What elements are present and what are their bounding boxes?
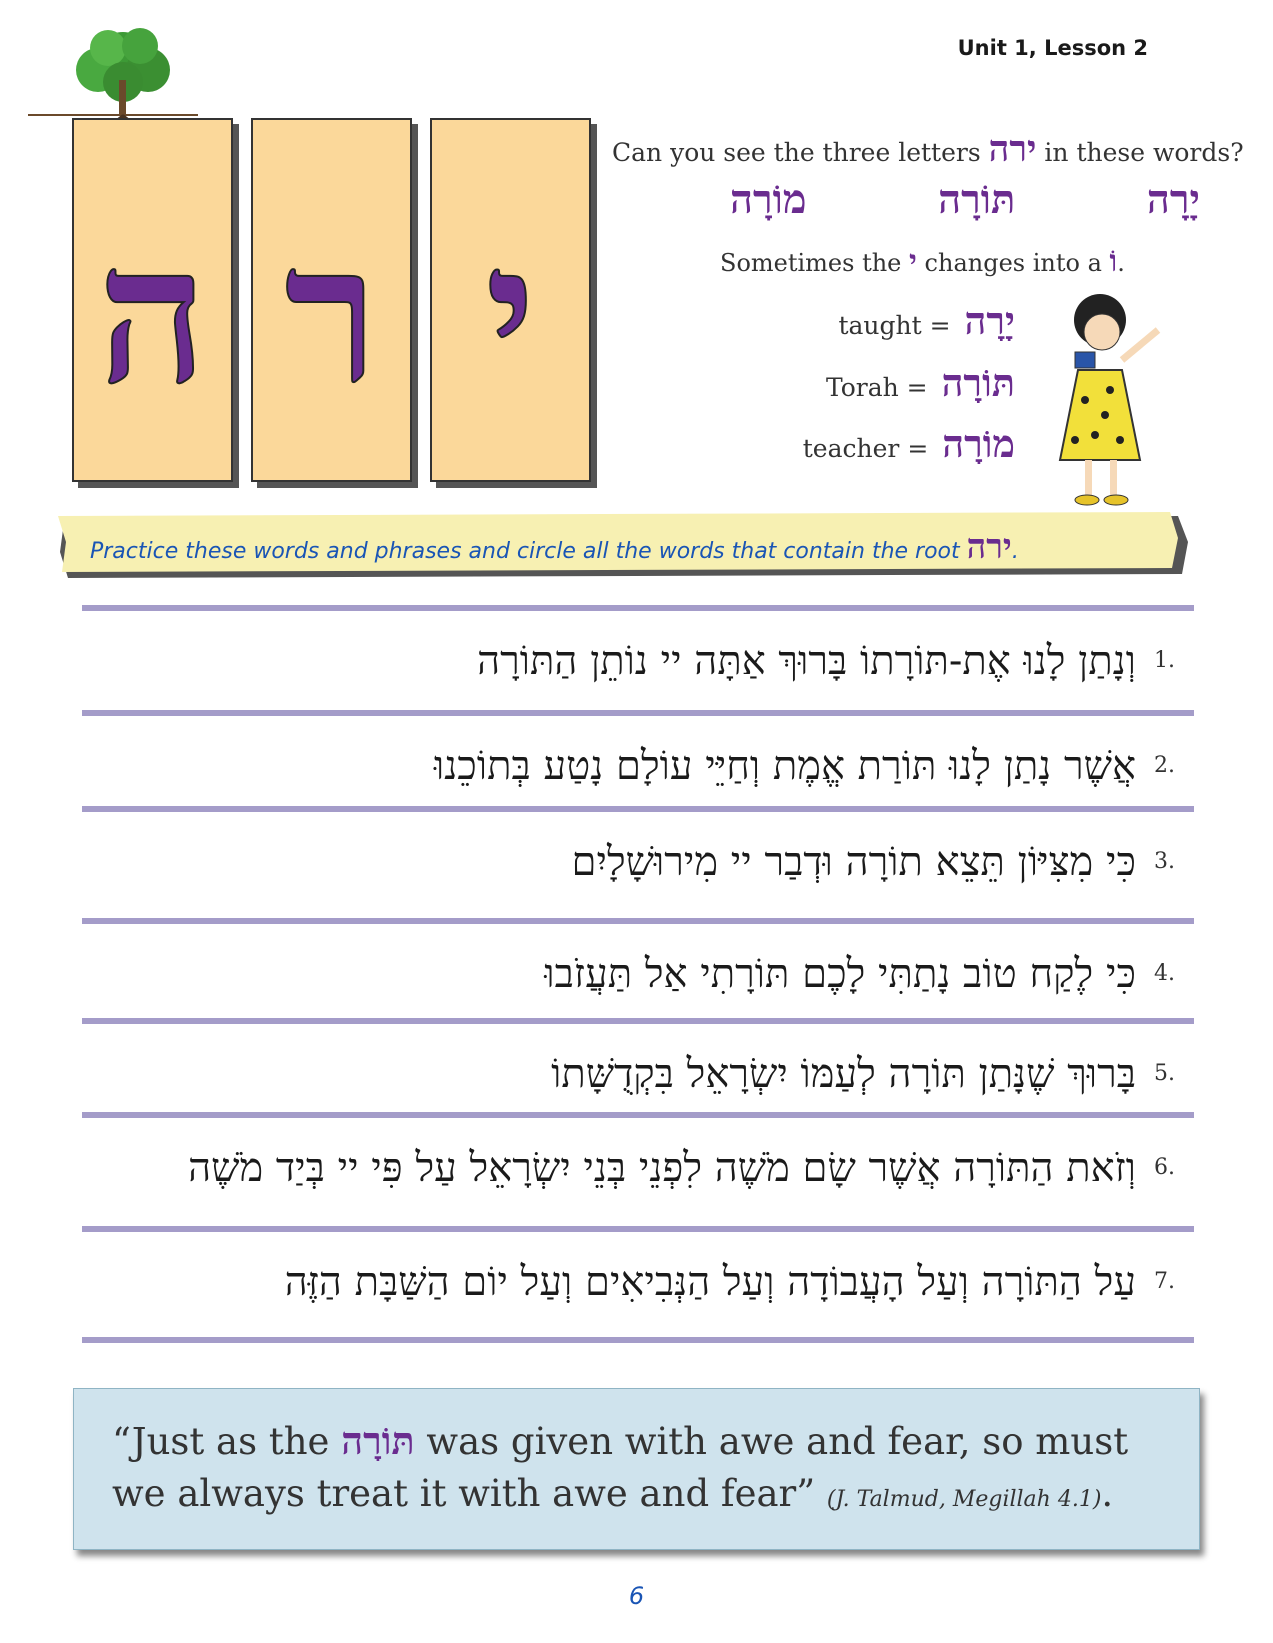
- example-word: מוֹרָה: [730, 176, 807, 223]
- divider-line: [82, 605, 1194, 611]
- instruction-text: Practice these words and phrases and circle all the words that contain the root ירה.: [90, 527, 1019, 567]
- divider-line: [82, 1112, 1194, 1118]
- root-word: ירה: [966, 527, 1012, 567]
- root-question: Can you see the three letters ירה in these words?: [612, 128, 1244, 170]
- root-letter: ר: [284, 203, 379, 426]
- practice-line-3: 3. כִּי מִצִּיּוֹן תֵּצֵא תוֹרָה וּדְבַר יי מִירוּשָׁלָיִם: [571, 838, 1175, 885]
- divider-line: [82, 1337, 1194, 1343]
- talmud-quote: “Just as the תּוֹרָה was given with awe and fear, so must we always treat it with awe and fear” (J. Talmud, Megillah 4.1).: [112, 1418, 1129, 1515]
- glossary-item: Torah = תּוֹרָה: [825, 360, 1015, 405]
- root-letter-card-yod: [430, 118, 591, 482]
- divider-line: [82, 806, 1194, 812]
- example-word: תּוֹרָה: [938, 176, 1016, 223]
- torah-word: תּוֹרָה: [341, 1418, 415, 1463]
- unit-lesson-label: Unit 1, Lesson 2: [957, 36, 1148, 60]
- root-letter: ה: [97, 203, 208, 426]
- divider-line: [82, 1018, 1194, 1024]
- glossary-item: taught = יָרָה: [838, 298, 1015, 343]
- divider-line: [82, 918, 1194, 924]
- root-letter-card-he: [72, 118, 233, 482]
- practice-line-4: 4. כִּי לֶקַח טוֹב נָתַתִּי לָכֶם תּוֹרָתִי אַל תַּעֲזֹבוּ: [544, 950, 1175, 997]
- practice-line-2: 2. אֲשֶׁר נָתַן לָנוּ תּוֹרַת אֱמֶת וְחַיֵּי עוֹלָם נָטַע בְּתוֹכֵנוּ: [434, 742, 1175, 789]
- practice-line-1: 1. וְנָתַן לָנוּ אֶת-תּוֹרָתוֹ בָּרוּךְ אַתָּה יי נוֹתֵן הַתּוֹרָה: [477, 637, 1175, 684]
- root-letter-card-resh: [251, 118, 412, 482]
- divider-line: [82, 1226, 1194, 1232]
- practice-line-6: 6. וְזֹאת הַתּוֹרָה אֲשֶׁר שָׂם מֹשֶׁה לִפְנֵי בְּנֵי יִשְׂרָאֵל עַל פִּי יי בְּיַד מֹשֶׁה: [188, 1144, 1175, 1191]
- quote-citation: (J. Talmud, Megillah 4.1): [826, 1487, 1102, 1512]
- root-word: ירה: [988, 128, 1037, 170]
- example-words: [730, 176, 1200, 223]
- practice-line-7: 7. עַל הַתּוֹרָה וְעַל הָעֲבוֹדָה וְעַל הַנְּבִיאִים וְעַל יוֹם הַשַּׁבָּת הַזֶּה: [284, 1258, 1175, 1305]
- divider-line: [82, 710, 1194, 716]
- girl-illustration: [1040, 290, 1180, 512]
- page-number: 6: [628, 1582, 645, 1610]
- glossary-item: teacher = מוֹרָה: [802, 421, 1015, 466]
- root-letter: י: [485, 203, 536, 426]
- example-word: יָרָה: [1146, 176, 1200, 223]
- practice-line-5: 5. בָּרוּךְ שֶׁנָּתַן תּוֹרָה לְעַמּוֹ יִשְׂרָאֵל בִּקְדֻשָּׁתוֹ: [551, 1050, 1175, 1097]
- letter-change-note: Sometimes the י changes into a וֹ.: [720, 244, 1125, 279]
